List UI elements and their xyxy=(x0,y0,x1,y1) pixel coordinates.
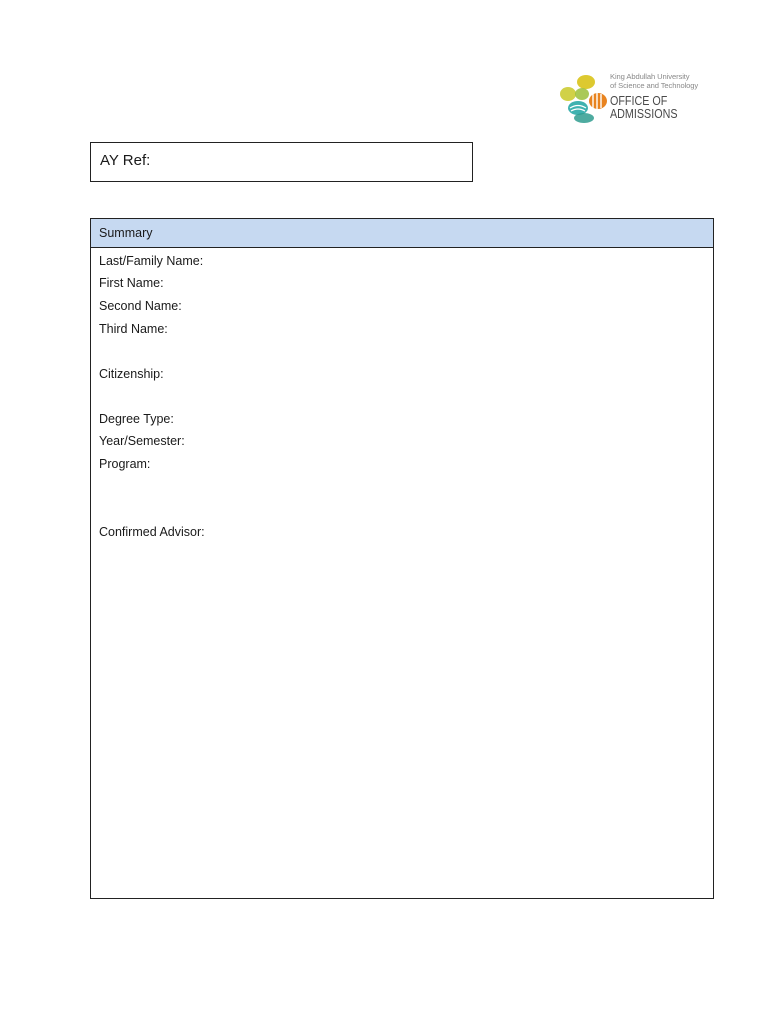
last-family-name-label: Last/Family Name: xyxy=(99,254,204,268)
ay-ref-label: AY Ref: xyxy=(100,152,151,169)
kaust-admissions-logo xyxy=(556,70,708,126)
logo-university-line-2: of Science and Technology xyxy=(610,81,699,90)
second-name-label: Second Name: xyxy=(99,299,182,313)
summary-heading: Summary xyxy=(91,219,713,248)
summary-table xyxy=(90,218,714,899)
third-name-label: Third Name: xyxy=(99,322,168,336)
degree-type-label: Degree Type: xyxy=(99,412,174,426)
logo-office-line-2: ADMISSIONS xyxy=(610,107,678,121)
program-label: Program: xyxy=(99,457,151,471)
first-name-label: First Name: xyxy=(99,276,164,290)
ay-ref-box xyxy=(90,142,473,182)
logo-office-line-1: OFFICE OF xyxy=(610,94,668,108)
kaust-logo-icon xyxy=(556,70,610,126)
year-semester-label: Year/Semester: xyxy=(99,434,185,448)
citizenship-label: Citizenship: xyxy=(99,367,164,381)
confirmed-advisor-label: Confirmed Advisor: xyxy=(99,525,205,539)
logo-university-line-1: King Abdullah University xyxy=(610,72,690,81)
